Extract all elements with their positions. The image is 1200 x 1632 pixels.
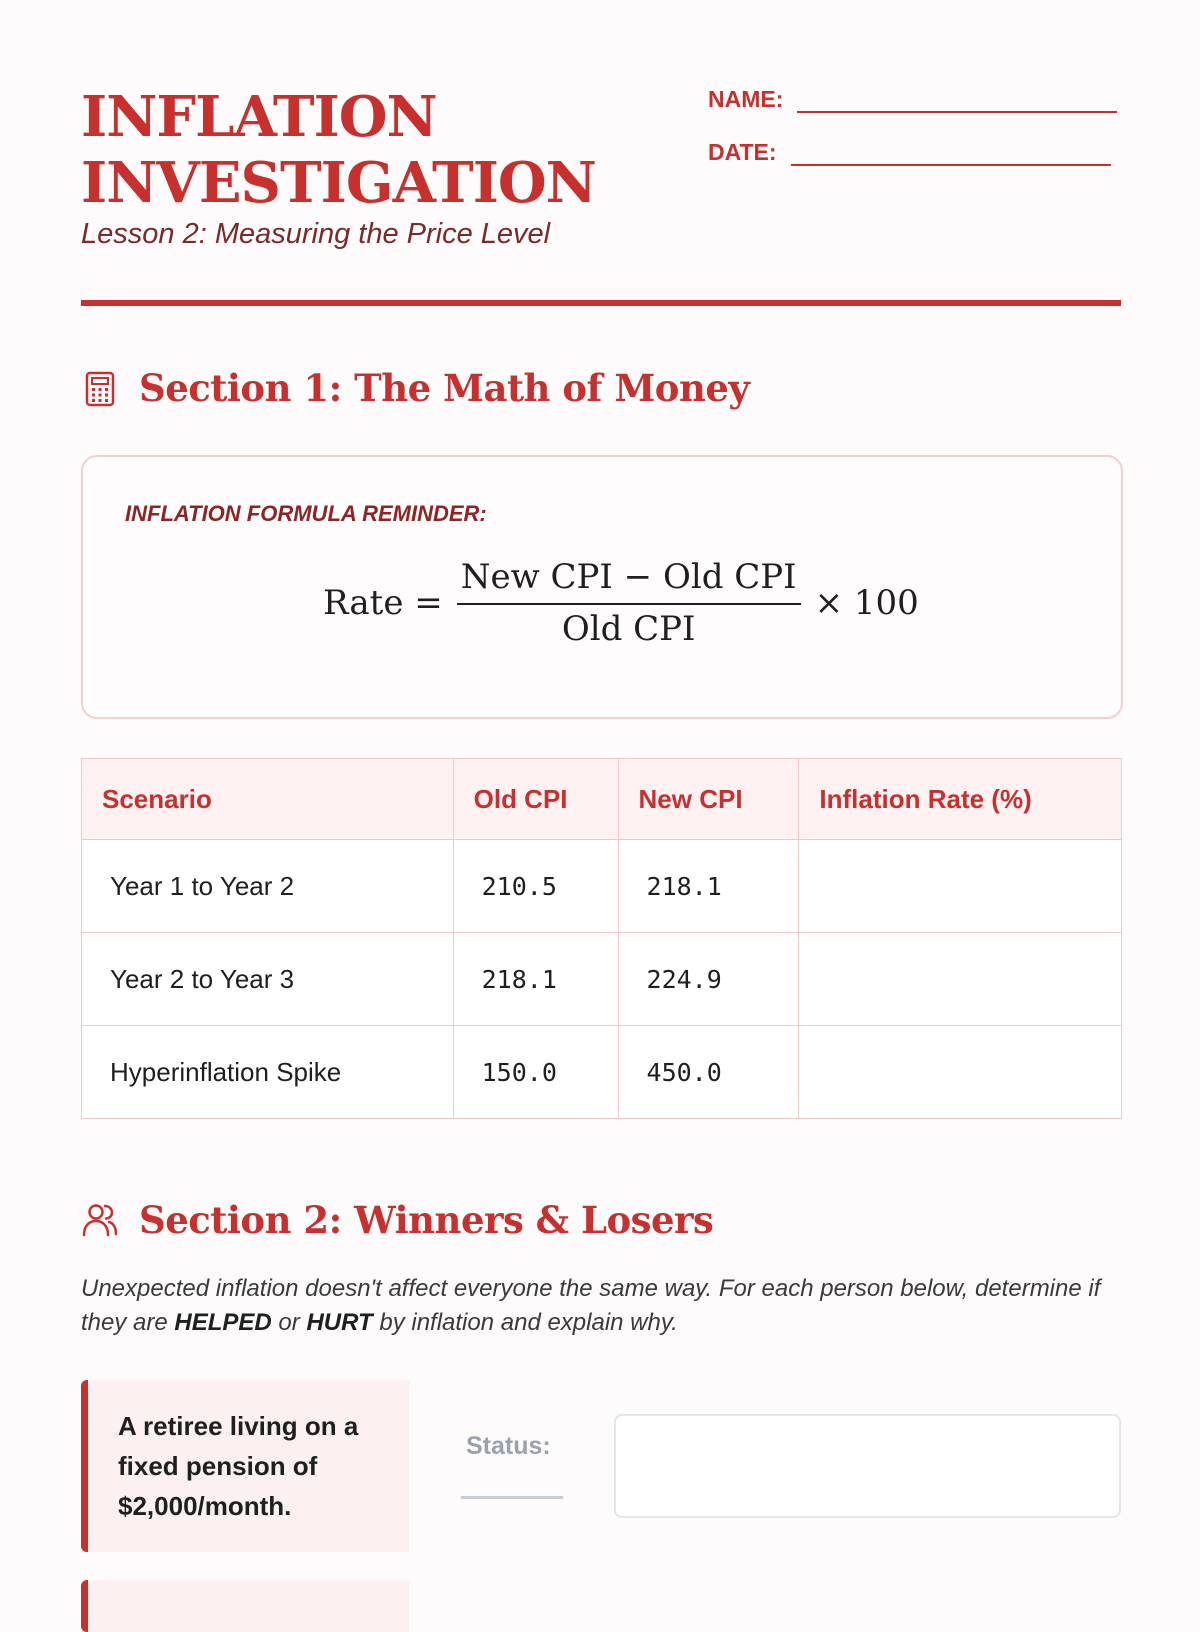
header-divider — [81, 300, 1121, 306]
col-header-inflation-rate: Inflation Rate (%) — [799, 759, 1122, 840]
inflation-formula — [323, 557, 919, 649]
name-label: NAME: — [708, 86, 784, 112]
formula-lhs: Rate = — [323, 583, 443, 623]
new-cpi-cell: 218.1 — [618, 840, 799, 933]
date-blank-line[interactable] — [791, 140, 1111, 166]
section-2-heading — [81, 1198, 713, 1242]
table-row — [82, 840, 1122, 933]
person-card-retiree — [81, 1380, 409, 1552]
name-field — [708, 86, 1117, 113]
formula-fraction — [457, 557, 801, 649]
table-header-row — [82, 759, 1122, 840]
inflation-rate-answer-cell[interactable] — [799, 840, 1122, 933]
date-label: DATE: — [708, 139, 777, 165]
status-blank-line[interactable] — [461, 1496, 563, 1499]
intro-or: or — [271, 1309, 307, 1336]
section-1-heading — [81, 366, 749, 410]
intro-helped: HELPED — [174, 1309, 272, 1336]
person-card-text: A retiree living on a fixed pension of $2,000/month. — [118, 1411, 359, 1521]
col-header-new-cpi: New CPI — [618, 759, 799, 840]
old-cpi-cell: 218.1 — [453, 933, 618, 1026]
lesson-subtitle: Lesson 2: Measuring the Price Level — [81, 218, 551, 250]
section-2-instructions — [81, 1272, 1121, 1340]
section-1-title: Section 1: The Math of Money — [139, 366, 750, 410]
formula-label: INFLATION FORMULA REMINDER: — [125, 501, 487, 526]
cpi-table — [81, 758, 1122, 1119]
col-header-old-cpi: Old CPI — [453, 759, 618, 840]
explanation-answer-box[interactable] — [614, 1414, 1121, 1518]
old-cpi-cell: 210.5 — [453, 840, 618, 933]
person-card-next — [81, 1580, 409, 1632]
table-row — [82, 1026, 1122, 1119]
worksheet-title — [81, 84, 681, 216]
inflation-rate-answer-cell[interactable] — [799, 933, 1122, 1026]
scenario-cell: Year 1 to Year 2 — [82, 840, 454, 933]
scenario-cell: Year 2 to Year 3 — [82, 933, 454, 1026]
formula-numerator: New CPI − Old CPI — [457, 557, 801, 605]
old-cpi-cell: 150.0 — [453, 1026, 618, 1119]
section-2-title: Section 2: Winners & Losers — [139, 1198, 714, 1242]
new-cpi-cell: 224.9 — [618, 933, 799, 1026]
name-blank-line[interactable] — [797, 87, 1117, 113]
status-label: Status: — [466, 1432, 551, 1460]
intro-hurt: HURT — [306, 1309, 373, 1336]
calculator-icon — [81, 369, 119, 407]
intro-text-end: by inflation and explain why. — [372, 1309, 678, 1336]
col-header-scenario: Scenario — [82, 759, 454, 840]
date-field — [708, 139, 1111, 166]
formula-multiplier: × 100 — [814, 583, 919, 623]
title-line-2: INVESTIGATION — [81, 150, 596, 216]
table-row — [82, 933, 1122, 1026]
intro-text: Unexpected inflation doesn't affect everyone the same way. For each person below, determine if they are — [81, 1275, 1101, 1336]
formula-denominator: Old CPI — [561, 609, 696, 649]
title-line-1: INFLATION — [81, 84, 437, 150]
users-icon — [81, 1201, 119, 1239]
formula-reminder-box — [81, 455, 1123, 719]
new-cpi-cell: 450.0 — [618, 1026, 799, 1119]
scenario-cell: Hyperinflation Spike — [82, 1026, 454, 1119]
inflation-rate-answer-cell[interactable] — [799, 1026, 1122, 1119]
